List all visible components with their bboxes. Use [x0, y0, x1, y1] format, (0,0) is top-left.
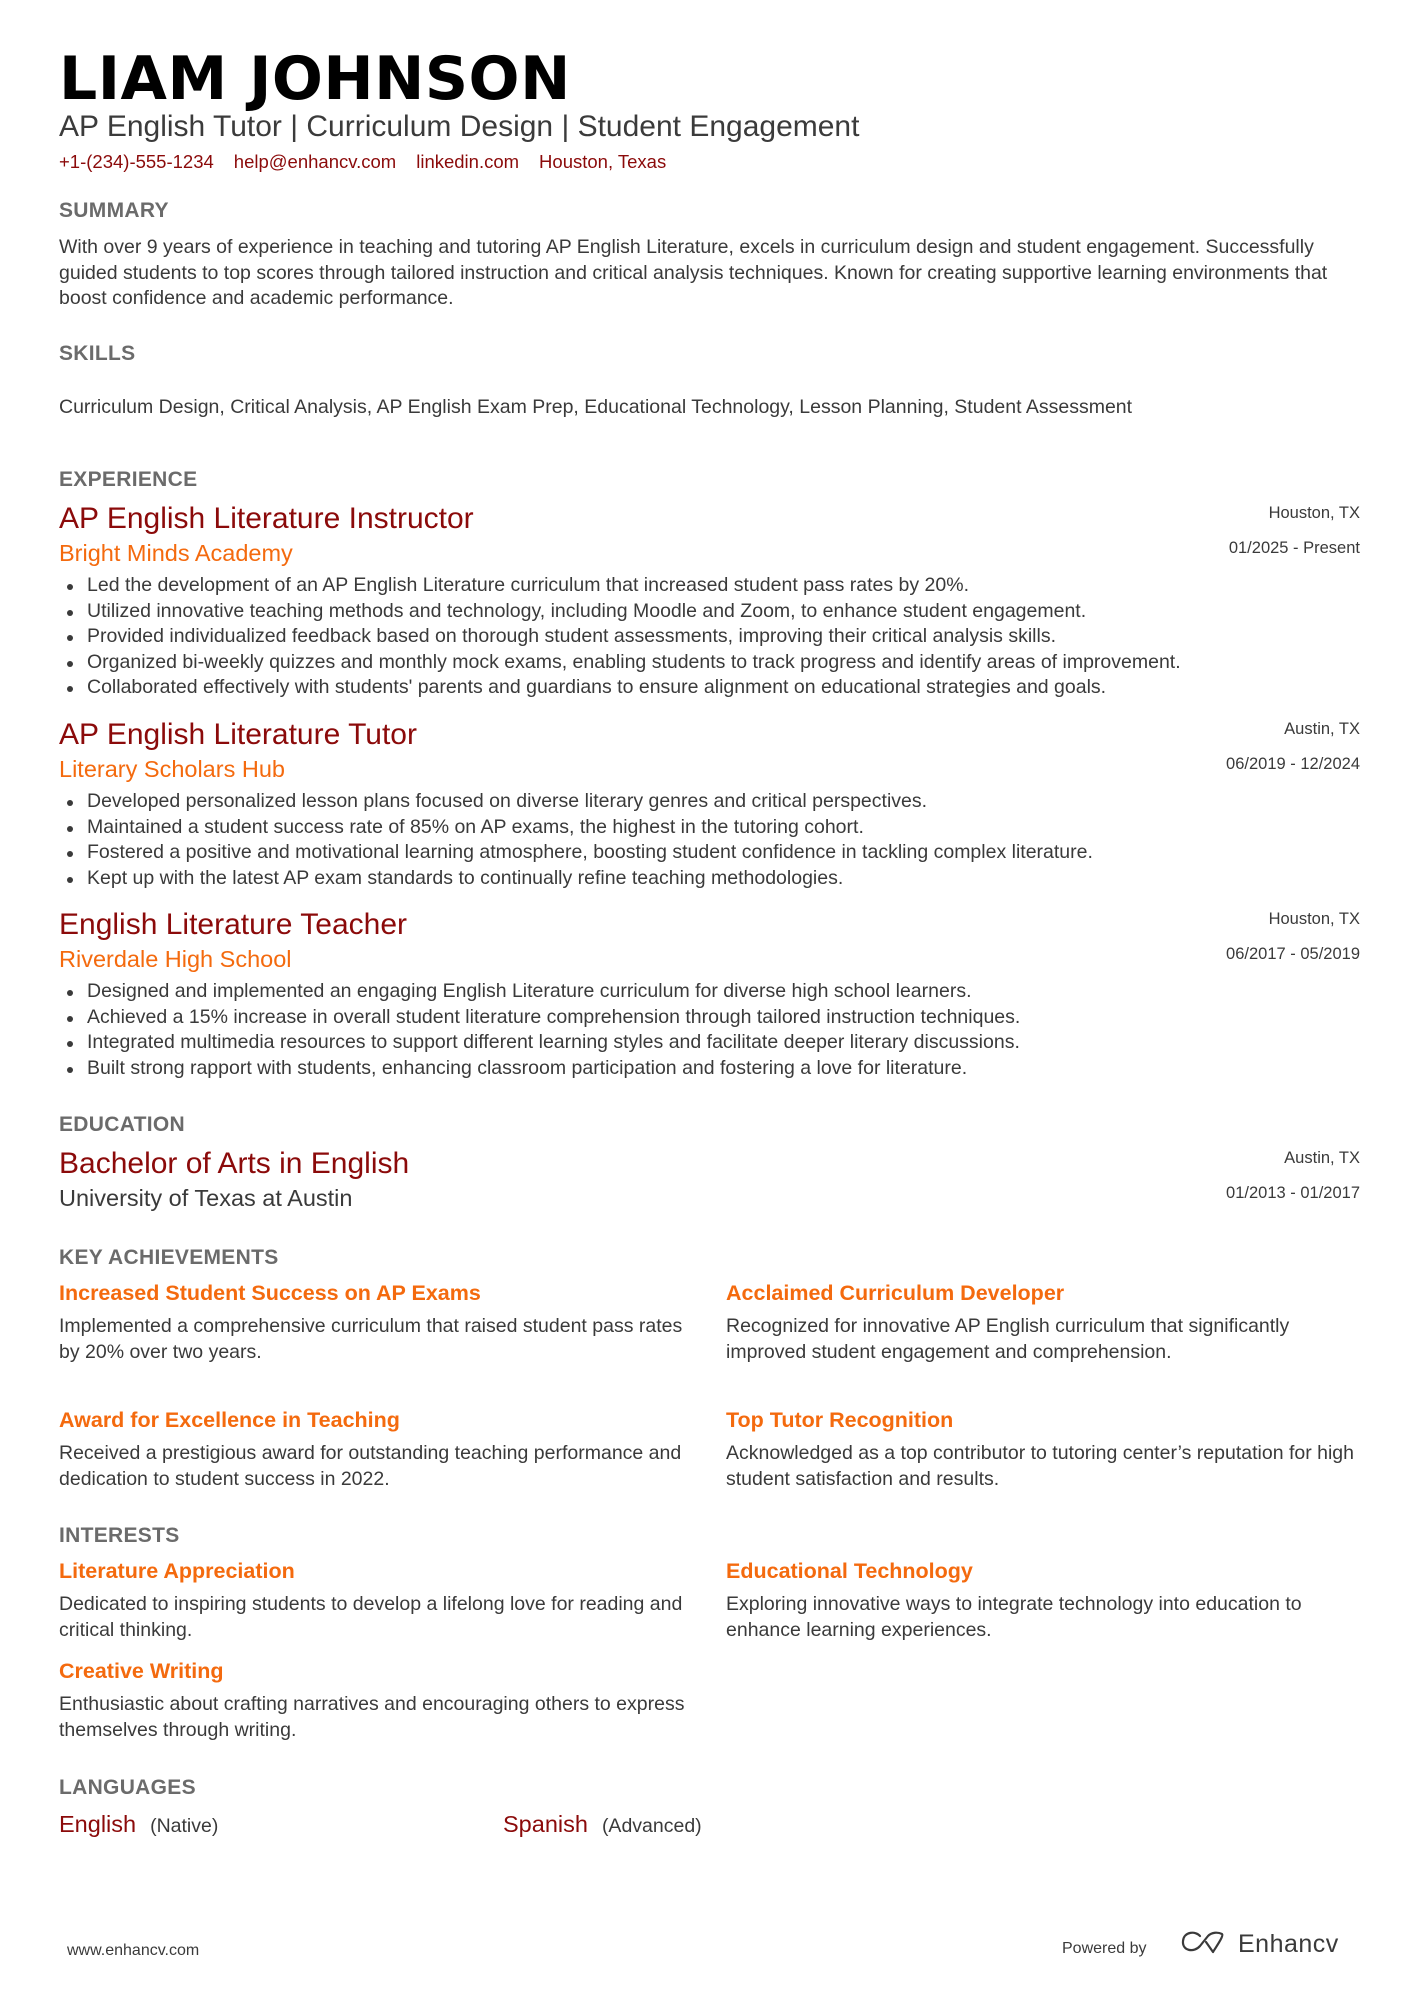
footer-powered-by: Powered by — [1062, 1940, 1147, 1957]
achievement-desc: Received a prestigious award for outstanding teaching performance and dedication to student success in 2022. — [59, 1442, 682, 1490]
language-name: Spanish — [503, 1811, 588, 1837]
job-company: Bright Minds Academy — [59, 540, 293, 566]
job-dates: 06/2019 - 12/2024 — [1226, 755, 1360, 773]
job-bullet: Integrated multimedia resources to support different learning styles and facilitate deeper literary discussions. — [59, 1030, 1020, 1056]
job-bullet: Collaborated effectively with students' parents and guardians to ensure alignment on educational strategies and goals. — [59, 675, 1181, 701]
job-location: Austin, TX — [1284, 720, 1360, 738]
education-location: Austin, TX — [1284, 1149, 1360, 1167]
achievement-desc: Acknowledged as a top contributor to tutoring center’s reputation for high student satisfaction and results. — [726, 1442, 1354, 1490]
interest-title: Creative Writing — [59, 1659, 224, 1683]
enhancv-logo[interactable] — [1180, 1929, 1339, 1960]
section-title-education: EDUCATION — [59, 1113, 185, 1136]
section-title-achievements: KEY ACHIEVEMENTS — [59, 1246, 279, 1269]
contact-linkedin[interactable]: linkedin.com — [416, 151, 520, 172]
job-bullets — [59, 573, 1181, 701]
achievement-item — [726, 1408, 1366, 1492]
language-level: (Native) — [150, 1815, 219, 1837]
achievement-item — [59, 1408, 699, 1492]
school-name: University of Texas at Austin — [59, 1185, 353, 1211]
job-location: Houston, TX — [1268, 910, 1360, 928]
job-location: Houston, TX — [1268, 504, 1360, 522]
section-title-languages: LANGUAGES — [59, 1776, 196, 1799]
job-bullets — [59, 979, 1020, 1081]
interest-desc: Exploring innovative ways to integrate technology into education to enhance learning experiences. — [726, 1593, 1302, 1641]
job-bullet: Maintained a student success rate of 85% on AP exams, the highest in the tutoring cohort. — [59, 815, 1093, 841]
contact-location: Houston, Texas — [539, 151, 667, 172]
section-title-experience: EXPERIENCE — [59, 468, 198, 491]
summary-text: With over 9 years of experience in teaching and tutoring AP English Literature, excels in curriculum design and student engagement. Successfully guided students to top scores through tailored instruction and critical analysis techniques. Known for creating supportive learning environments that boost confidence and academic performance. — [59, 236, 1328, 310]
interest-item — [59, 1559, 699, 1643]
achievement-title: Increased Student Success on AP Exams — [59, 1281, 481, 1305]
job-title: AP English Literature Tutor — [59, 718, 417, 751]
interest-item — [59, 1659, 699, 1743]
interest-title: Literature Appreciation — [59, 1559, 295, 1583]
candidate-name: LIAM JOHNSON — [59, 44, 571, 114]
education-dates: 01/2013 - 01/2017 — [1226, 1184, 1360, 1202]
section-title-summary: SUMMARY — [59, 199, 169, 222]
candidate-headline: AP English Tutor | Curriculum Design | Student Engagement — [59, 110, 860, 143]
language-name: English — [59, 1811, 137, 1837]
skills-list: Curriculum Design, Critical Analysis, AP English Exam Prep, Educational Technology, Lesson Planning, Student Assessment — [59, 396, 1133, 418]
achievement-title: Award for Excellence in Teaching — [59, 1408, 400, 1432]
job-bullet: Developed personalized lesson plans focused on diverse literary genres and critical perspectives. — [59, 789, 1093, 815]
job-bullet: Kept up with the latest AP exam standards to continually refine teaching methodologies. — [59, 866, 1093, 892]
enhancv-brand-name: Enhancv — [1238, 1930, 1339, 1958]
achievement-desc: Recognized for innovative AP English curriculum that significantly improved student engagement and comprehension. — [726, 1315, 1290, 1363]
job-title: AP English Literature Instructor — [59, 502, 474, 535]
enhancv-logo-icon — [1180, 1929, 1226, 1960]
job-bullet: Led the development of an AP English Literature curriculum that increased student pass rates by 20%. — [59, 573, 1181, 599]
interest-item — [726, 1559, 1366, 1643]
job-dates: 06/2017 - 05/2019 — [1226, 945, 1360, 963]
achievement-desc: Implemented a comprehensive curriculum that raised student pass rates by 20% over two years. — [59, 1315, 683, 1363]
interest-desc: Dedicated to inspiring students to develop a lifelong love for reading and critical thinking. — [59, 1593, 683, 1641]
job-dates: 01/2025 - Present — [1228, 539, 1360, 557]
job-bullet: Organized bi-weekly quizzes and monthly mock exams, enabling students to track progress and identify areas of improvement. — [59, 650, 1181, 676]
section-title-skills: SKILLS — [59, 342, 136, 365]
achievement-title: Acclaimed Curriculum Developer — [726, 1281, 1065, 1305]
job-bullet: Fostered a positive and motivational learning atmosphere, boosting student confidence in tackling complex literature. — [59, 840, 1093, 866]
interest-title: Educational Technology — [726, 1559, 973, 1583]
job-bullet: Utilized innovative teaching methods and technology, including Moodle and Zoom, to enhance student engagement. — [59, 599, 1181, 625]
job-bullet: Built strong rapport with students, enhancing classroom participation and fostering a love for literature. — [59, 1056, 1020, 1082]
contact-row — [59, 151, 666, 173]
job-bullet: Achieved a 15% increase in overall student literature comprehension through tailored instruction techniques. — [59, 1005, 1020, 1031]
contact-email[interactable]: help@enhancv.com — [233, 151, 397, 172]
contact-phone[interactable]: +1-(234)-555-1234 — [59, 151, 214, 172]
degree-title: Bachelor of Arts in English — [59, 1147, 410, 1180]
achievement-item — [59, 1281, 699, 1365]
job-company: Literary Scholars Hub — [59, 756, 285, 782]
language-level: (Advanced) — [601, 1815, 702, 1837]
interest-desc: Enthusiastic about crafting narratives and encouraging others to express themselves through writing. — [59, 1693, 685, 1741]
achievement-item — [726, 1281, 1366, 1365]
job-company: Riverdale High School — [59, 946, 292, 972]
section-title-interests: INTERESTS — [59, 1524, 180, 1547]
language-item — [503, 1811, 702, 1838]
achievement-title: Top Tutor Recognition — [726, 1408, 954, 1432]
language-item — [59, 1811, 218, 1838]
job-bullet: Provided individualized feedback based on thorough student assessments, improving their critical analysis skills. — [59, 624, 1181, 650]
job-bullet: Designed and implemented an engaging English Literature curriculum for diverse high school learners. — [59, 979, 1020, 1005]
job-bullets — [59, 789, 1093, 891]
footer-website-link[interactable]: www.enhancv.com — [67, 1942, 200, 1959]
job-title: English Literature Teacher — [59, 908, 407, 941]
